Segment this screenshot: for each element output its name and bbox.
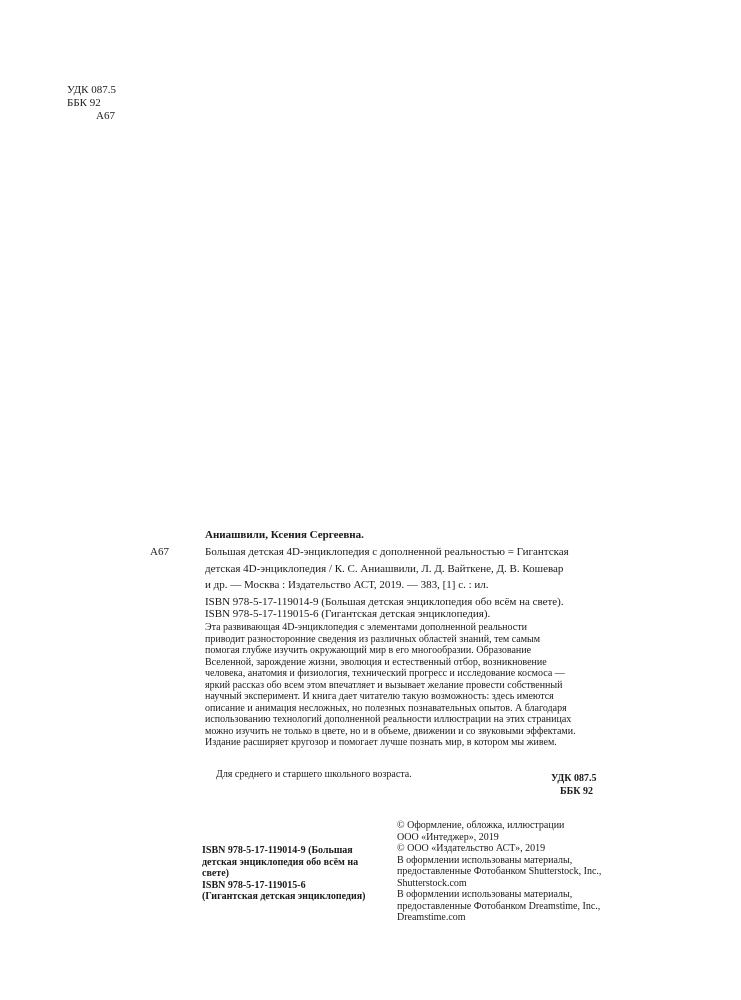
isbn-line: ISBN 978-5-17-119014-9 (Большая детская энциклопедия обо всём на свете).	[205, 596, 564, 608]
annotation-line: человека, анатомия и физиология, технический прогресс и исследование космоса —	[205, 668, 565, 679]
copyright-line: © ООО «Издательство АСТ», 2019	[397, 843, 546, 854]
annotation-line: использованию технологий дополненной реальности иллюстрации на этих страницах	[205, 714, 572, 725]
annotation-line: Издание расширяет кругозор и помогает лучше познать мир, в котором мы живем.	[205, 737, 557, 748]
copyright-line: Shutterstock.com	[397, 877, 467, 889]
isbn-block-line: детская энциклопедия обо всём на	[202, 856, 359, 868]
copyright-line: Dreamstime.com	[397, 912, 466, 923]
author-index-record: А67	[150, 546, 169, 558]
udk-code-top: УДК 087.5	[67, 84, 117, 96]
annotation-line: можно изучить не только в цвете, но и в объеме, движении и со звуковыми эффектами.	[205, 725, 576, 737]
copyright-line: В оформлении использованы материалы,	[397, 889, 573, 900]
copyright-line: В оформлении использованы материалы,	[397, 854, 573, 866]
copyright-line: © Оформление, обложка, иллюстрации	[397, 820, 565, 831]
annotation-line: яркий рассказ обо всем этом впечатляет и вызывает желание провести собственный	[205, 679, 563, 691]
annotation-line: помогая глубже изучить окружающий мир в его многообразии. Образование	[205, 645, 532, 656]
isbn-block-line: (Гигантская детская энциклопедия)	[202, 891, 366, 902]
udk-code-record: УДК 087.5	[551, 773, 597, 784]
annotation	[205, 622, 592, 749]
annotation-line: Эта развивающая 4D-энциклопедия с элементами дополненной реальности	[205, 622, 527, 633]
bbk-code-record: ББК 92	[560, 786, 593, 797]
isbn-block-line: свете)	[202, 868, 229, 879]
annotation-line: научный эксперимент. И книга дает читателю такую возможность: здесь имеются	[205, 691, 554, 702]
author-heading: Аниашвили, Ксения Сергеевна.	[205, 529, 364, 541]
copyright-line: предоставленные Фотобанком Dreamstime, Inc.,	[397, 900, 601, 912]
isbn-block-line: ISBN 978-5-17-119015-6	[202, 879, 306, 891]
age-recommendation: Для среднего и старшего школьного возраста.	[216, 769, 412, 780]
copyright-line: предоставленные Фотобанком Shutterstock, Inc.,	[397, 866, 602, 877]
isbn-block	[202, 845, 365, 903]
description-line: детская 4D-энциклопедия / К. С. Аниашвили, Л. Д. Вайткене, Д. В. Кошевар	[205, 563, 564, 575]
annotation-line: описание и анимация несложных, но полезных познавательных опытов. А благодаря	[205, 702, 567, 714]
isbn-block-line: ISBN 978-5-17-119014-9 (Большая	[202, 845, 353, 856]
bbk-code-top: ББК 92	[67, 97, 101, 109]
author-index-top: А67	[96, 110, 115, 122]
isbn-line: ISBN 978-5-17-119015-6 (Гигантская детская энциклопедия).	[205, 608, 491, 620]
copyright-block	[397, 820, 601, 924]
annotation-line: Вселенной, зарождение жизни, эволюция и естественный отбор, возникновение	[205, 656, 547, 668]
description-line: Большая детская 4D-энциклопедия с дополненной реальностью = Гигантская	[205, 546, 569, 558]
copyright-line: ООО «Интеджер», 2019	[397, 831, 499, 843]
description-line: и др. — Москва : Издательство АСТ, 2019. — 383, [1] с. : ил.	[205, 579, 489, 591]
annotation-line: приводит разносторонние сведения из различных областей знаний, тем самым	[205, 633, 541, 645]
